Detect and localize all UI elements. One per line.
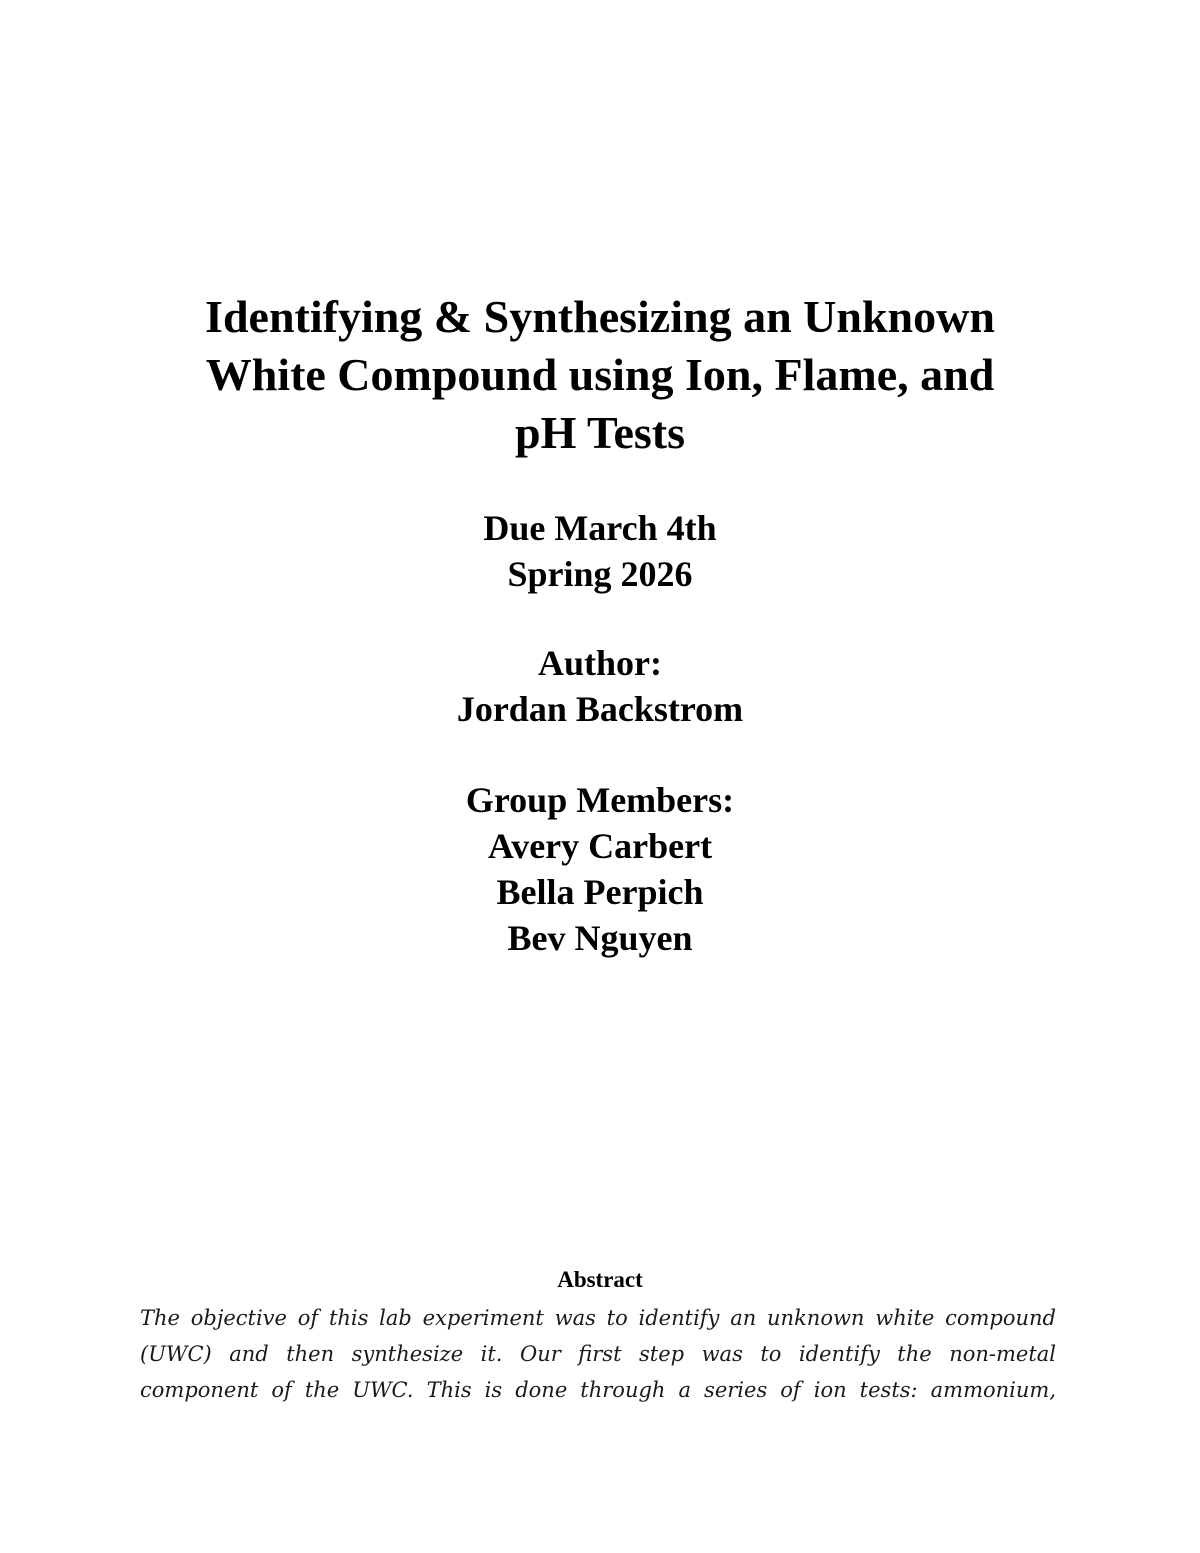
title-line-3: pH Tests	[514, 407, 686, 458]
abstract-line: component of the UWC. This is done through a series of ion tests: ammonium,	[140, 1378, 1056, 1402]
group-member: Bella Perpich	[496, 872, 704, 912]
abstract-body	[140, 1300, 1056, 1408]
author-name: Jordan Backstrom	[456, 689, 744, 729]
document-title	[140, 288, 1060, 462]
due-info	[200, 505, 1000, 597]
abstract-line: (UWC) and then synthesize it. Our first step was to identify the non-metal	[140, 1342, 1056, 1366]
abstract-line: The objective of this lab experiment was to identify an unknown white compound	[140, 1306, 1056, 1330]
group-member: Bev Nguyen	[507, 918, 693, 958]
title-line-1: Identifying & Synthesizing an Unknown	[205, 291, 995, 342]
term: Spring 2026	[507, 554, 693, 594]
group-member: Avery Carbert	[487, 826, 713, 866]
group-members	[200, 777, 1000, 961]
title-line-2: White Compound using Ion, Flame, and	[205, 349, 995, 400]
due-date: Due March 4th	[483, 508, 717, 548]
group-label: Group Members:	[465, 780, 735, 820]
author-label: Author:	[538, 643, 662, 683]
abstract-heading: Abstract	[557, 1267, 643, 1292]
author-info	[200, 640, 1000, 732]
